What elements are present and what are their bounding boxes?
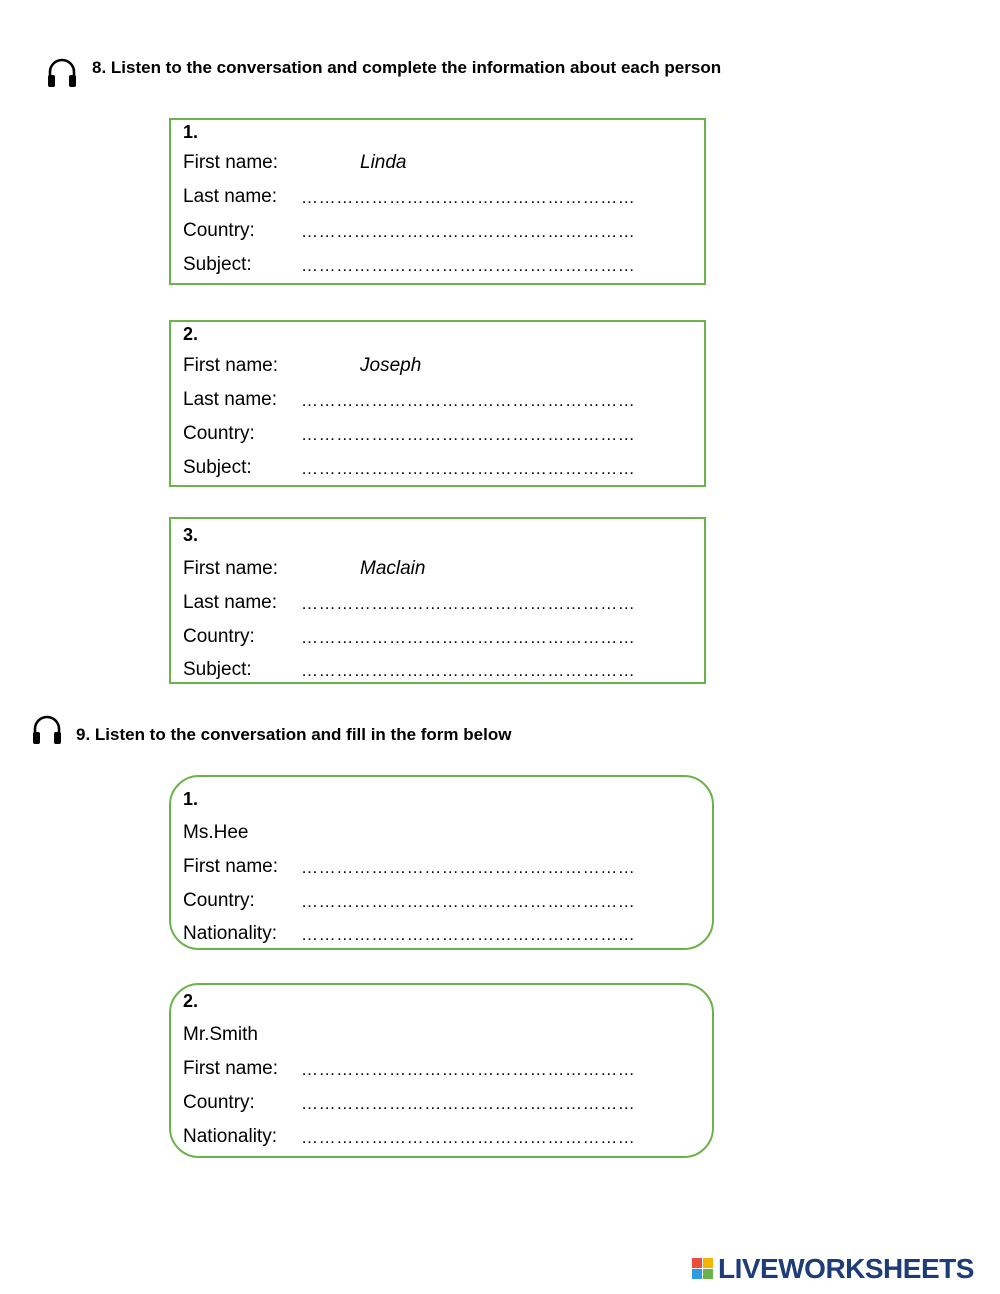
country-blank[interactable]: ………………………………………………… bbox=[301, 425, 636, 444]
first-name-blank[interactable]: ………………………………………………… bbox=[301, 858, 636, 877]
card-number: 1. bbox=[183, 789, 199, 809]
country-blank[interactable]: ………………………………………………… bbox=[301, 628, 636, 647]
country-label: Country: bbox=[183, 423, 255, 444]
subject-label: Subject: bbox=[183, 254, 252, 275]
form-card-2 bbox=[169, 983, 714, 1158]
card-number: 3. bbox=[183, 525, 199, 545]
first-name-value: Maclain bbox=[360, 558, 426, 579]
nationality-blank[interactable]: ………………………………………………… bbox=[301, 925, 636, 944]
last-name-blank[interactable]: ………………………………………………… bbox=[301, 391, 636, 410]
country-label: Country: bbox=[183, 890, 255, 911]
last-name-label: Last name: bbox=[183, 186, 277, 207]
form-card-1 bbox=[169, 775, 714, 950]
country-label: Country: bbox=[183, 626, 255, 647]
logo-text: LIVEWORKSHEETS bbox=[718, 1253, 974, 1284]
card-number: 2. bbox=[183, 991, 199, 1011]
headphones-icon bbox=[46, 56, 78, 90]
first-name-value: Joseph bbox=[360, 355, 422, 376]
subject-blank[interactable]: ………………………………………………… bbox=[301, 459, 636, 478]
task-8-title: 8. Listen to the conversation and complete the information about each person bbox=[92, 58, 722, 77]
first-name-label: First name: bbox=[183, 152, 279, 173]
subject-label: Subject: bbox=[183, 457, 252, 478]
subject-label: Subject: bbox=[183, 659, 252, 680]
subject-blank[interactable]: ………………………………………………… bbox=[301, 661, 636, 680]
last-name-label: Last name: bbox=[183, 592, 277, 613]
card-number: 2. bbox=[183, 324, 199, 344]
first-name-value: Linda bbox=[360, 152, 407, 173]
country-label: Country: bbox=[183, 1092, 255, 1113]
country-blank[interactable]: ………………………………………………… bbox=[301, 1094, 636, 1113]
logo-blocks-icon bbox=[692, 1258, 714, 1280]
person-card-1 bbox=[169, 118, 706, 285]
subject-blank[interactable]: ………………………………………………… bbox=[301, 256, 636, 275]
person-name: Ms.Hee bbox=[183, 822, 249, 843]
country-blank[interactable]: ………………………………………………… bbox=[301, 222, 636, 241]
person-card-2 bbox=[169, 320, 706, 487]
first-name-blank[interactable]: ………………………………………………… bbox=[301, 1060, 636, 1079]
task-9-title: 9. Listen to the conversation and fill in the form below bbox=[76, 725, 512, 744]
first-name-label: First name: bbox=[183, 558, 279, 579]
person-name: Mr.Smith bbox=[183, 1024, 258, 1045]
liveworksheets-logo[interactable] bbox=[692, 1252, 974, 1286]
last-name-blank[interactable]: ………………………………………………… bbox=[301, 594, 636, 613]
nationality-blank[interactable]: ………………………………………………… bbox=[301, 1128, 636, 1147]
headphones-icon bbox=[31, 713, 63, 747]
card-number: 1. bbox=[183, 122, 199, 142]
first-name-label: First name: bbox=[183, 355, 279, 376]
nationality-label: Nationality: bbox=[183, 1126, 277, 1147]
country-blank[interactable]: ………………………………………………… bbox=[301, 892, 636, 911]
first-name-label: First name: bbox=[183, 856, 279, 877]
country-label: Country: bbox=[183, 220, 255, 241]
last-name-blank[interactable]: ………………………………………………… bbox=[301, 188, 636, 207]
person-card-3 bbox=[169, 517, 706, 684]
nationality-label: Nationality: bbox=[183, 923, 277, 944]
last-name-label: Last name: bbox=[183, 389, 277, 410]
first-name-label: First name: bbox=[183, 1058, 279, 1079]
